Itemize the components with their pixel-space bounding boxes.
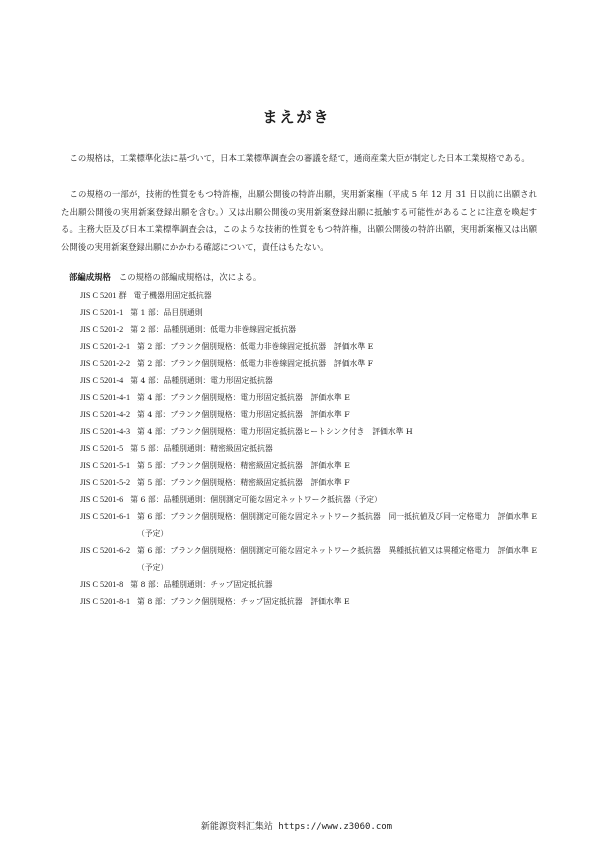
standard-description: 第 1 部：品目別通則: [130, 308, 203, 317]
page-title: まえがき: [262, 108, 331, 126]
standard-list-item: [80, 423, 542, 440]
standard-description: 第 8 部：品種別通則：チップ固定抵抗器: [130, 580, 273, 589]
standard-description: 第 6 部：ブランク個別規格：個別測定可能な固定ネットワーク抵抗器 異種抵抗値又は異種定格電力 評価水準 E（予定）: [137, 546, 538, 572]
standard-list-item: [80, 542, 542, 576]
standard-list-item: [80, 508, 542, 542]
standard-list-item: [80, 440, 542, 457]
standard-code: JIS C 5201-6: [80, 495, 124, 504]
standard-code: JIS C 5201-5: [80, 444, 124, 453]
standard-code: JIS C 5201-2-1: [80, 342, 131, 351]
standards-list: [80, 287, 542, 610]
standard-description: 第 4 部：ブランク個別規格：電力形固定抵抗器ヒートシンク付き 評価水準 H: [137, 427, 413, 436]
standard-description: 第 2 部：品種別通則：低電力非巻線固定抵抗器: [130, 325, 297, 334]
standard-code: JIS C 5201-5-2: [80, 478, 131, 487]
composition-label: 部編成規格: [69, 272, 111, 282]
standard-code: JIS C 5201-8-1: [80, 597, 131, 606]
standard-description: 第 4 部：ブランク個別規格：電力形固定抵抗器 評価水準 F: [137, 410, 350, 419]
standard-code: JIS C 5201-1: [80, 308, 124, 317]
composition-intro: この規格の部編成規格は，次による。: [118, 272, 262, 282]
standard-list-item: [80, 576, 542, 593]
composition-heading: [69, 270, 261, 284]
standard-code: JIS C 5201-2-2: [80, 359, 131, 368]
standard-list-item: [80, 304, 542, 321]
standard-code: JIS C 5201-5-1: [80, 461, 131, 470]
standard-description: 第 2 部：ブランク個別規格：低電力非巻線固定抵抗器 評価水準 E: [137, 342, 374, 351]
standard-code: JIS C 5201-6-1: [80, 512, 131, 521]
standard-list-item: [80, 372, 542, 389]
standard-code: JIS C 5201-4-3: [80, 427, 131, 436]
standard-code: JIS C 5201-4: [80, 376, 124, 385]
standard-list-item: [80, 406, 542, 423]
standard-list-item: [80, 321, 542, 338]
standard-description: 第 2 部：ブランク個別規格：低電力非巻線固定抵抗器 評価水準 F: [137, 359, 374, 368]
standard-list-item: [80, 287, 542, 304]
standard-code: JIS C 5201-8: [80, 580, 124, 589]
standard-list-item: [80, 491, 542, 508]
footer-watermark: 新能源资料汇集站 https://www.z3060.com: [200, 822, 393, 832]
standard-description: 第 5 部：品種別通則：精密級固定抵抗器: [130, 444, 273, 453]
standard-description: 第 4 部：品種別通則：電力形固定抵抗器: [130, 376, 273, 385]
standard-code: JIS C 5201-2: [80, 325, 124, 334]
standard-code: JIS C 5201-4-2: [80, 410, 131, 419]
standard-description: 第 5 部：ブランク個別規格：精密級固定抵抗器 評価水準 F: [137, 478, 350, 487]
standard-code: JIS C 5201-4-1: [80, 393, 131, 402]
standard-list-item: [80, 338, 542, 355]
standard-code: JIS C 5201-6-2: [80, 546, 131, 555]
standard-list-item: [80, 389, 542, 406]
standard-description: 電子機器用固定抵抗器: [133, 291, 212, 300]
standard-code: JIS C 5201 群: [80, 291, 127, 300]
standard-list-item: [80, 474, 542, 491]
standard-description: 第 6 部：ブランク個別規格：個別測定可能な固定ネットワーク抵抗器 同一抵抗値及び同一定格電力 評価水準 E（予定）: [137, 512, 538, 538]
standard-description: 第 8 部：ブランク個別規格：チップ固定抵抗器 評価水準 E: [137, 597, 350, 606]
standard-list-item: [80, 593, 542, 610]
standard-description: 第 5 部：ブランク個別規格：精密級固定抵抗器 評価水準 E: [137, 461, 350, 470]
standard-list-item: [80, 457, 542, 474]
standard-list-item: [80, 355, 542, 372]
preface-paragraph-1: この規格は，工業標準化法に基づいて，日本工業標準調査会の審議を経て，通商産業大臣が制定した日本工業規格である。: [69, 153, 530, 163]
preface-paragraph-2: この規格の一部が，技術的性質をもつ特許権，出願公開後の特許出願，実用新案権（平成 5 年 12 月 31 日以前に出願された出願公開後の実用新案登録出願を含む。）又は出願公開後の実用新案登録出願に抵触する可能性があることに注意を喚起する。主務大臣及び日本工業標準調査会は，このような技術的性質をもつ特許権，出願公開後の特許出願，実用新案権又は出願公開後の実用新案登録出願にかかわる確認について，責任はもたない。: [61, 189, 537, 252]
standard-description: 第 6 部：品種別通則：個別測定可能な固定ネットワーク抵抗器（予定）: [130, 495, 382, 504]
standard-description: 第 4 部：ブランク個別規格：電力形固定抵抗器 評価水準 E: [137, 393, 350, 402]
